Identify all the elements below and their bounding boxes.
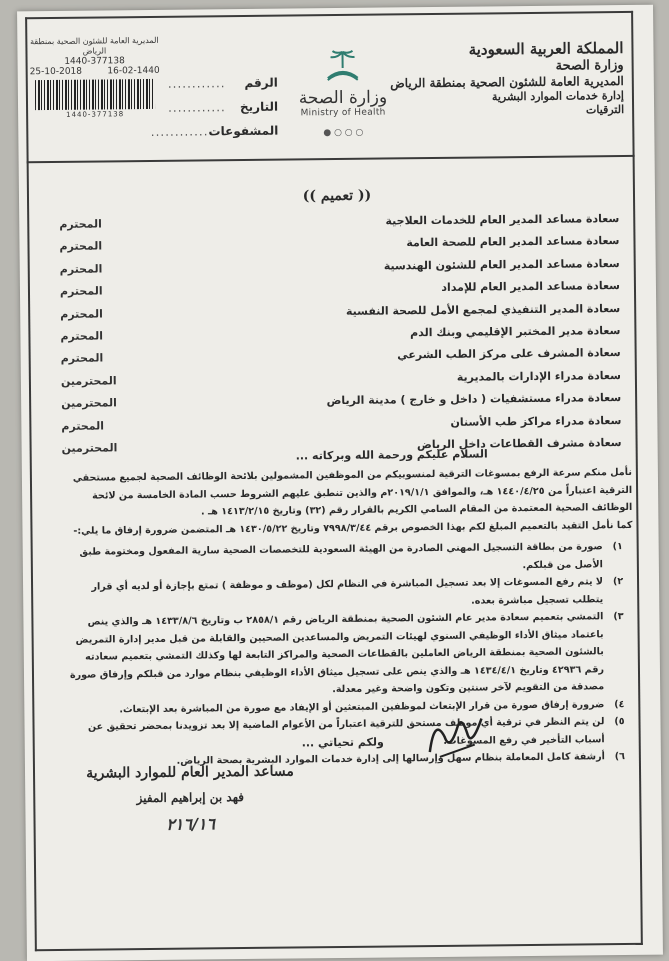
requirement-number: ٤) (614, 698, 625, 710)
logo-english-text: Ministry of Health (300, 107, 386, 119)
recipient-name: سعادة مدراء الإدارات بالمديرية (456, 368, 621, 384)
recipient-honorific: المحترمين (60, 374, 117, 388)
stamp-date-hijri: 16-02-1440 (107, 65, 160, 77)
body-paragraph-2: كما نأمل التقيد بالتعميم المبلغ لكم بهذا الخصوص برقم ٧٩٩٨/٣/٤٤ وتاريخ ١٤٣٠/٥/٢٢ هـ المتضمن ضرورة إرفاق ما يلي:- (73, 519, 633, 537)
recipient-honorific: المحترم (60, 307, 103, 321)
recipient-honorific: المحترم (60, 351, 104, 366)
letterhead (373, 39, 624, 119)
section-name: الترقيات (585, 102, 625, 117)
date-blank: ............ (167, 100, 226, 115)
recipient-honorific: المحترمين (61, 396, 117, 411)
barcode (35, 79, 155, 110)
requirement-text: أرشفة كامل المعاملة بنظام سهل وإرسالها إلى إدارة خدمات الموارد البشرية بصحة الرياض. (176, 751, 605, 767)
recipient-honorific: المحترم (59, 284, 103, 299)
directorate-name: المديرية العامة للشئون الصحية بمنطقة الرياض (390, 74, 624, 91)
requirement-number: ١) (612, 541, 623, 553)
recipient-name: سعادة مدراء مراكز طب الأسنان (450, 413, 622, 429)
recipient-name: سعادة مدير المختبر الإقليمي وبنك الدم (410, 324, 621, 340)
kingdom-name: المملكة العربية السعودية (468, 39, 624, 59)
signatory-title: مساعد المدير العام للموارد البشرية (86, 763, 294, 782)
ministry-logo (287, 47, 398, 138)
recipient-name: سعادة مساعد المدير العام للشئون الهندسية (383, 256, 620, 273)
recipient-name: سعادة المشرف على مركز الطب الشرعي (397, 346, 621, 362)
greeting: السلام عليكم ورحمة الله وبركاته ... (295, 447, 488, 463)
requirement-number: ٣) (613, 611, 624, 623)
recipient-name: سعادة مدراء مستشفيات ( داخل و خارج ) مدينة الرياض (326, 391, 622, 408)
recipient-honorific: المحترم (59, 217, 102, 231)
date-label: التاريخ (239, 99, 279, 115)
circular-document (17, 5, 663, 961)
handwritten-note: ٢١٦/١٦ (166, 814, 216, 834)
attachments-blank: ............ (150, 124, 209, 139)
closing-line: ولكم تحياتي ... (301, 735, 384, 750)
recipient-honorific: المحترم (60, 329, 104, 343)
barcode-number: 1440-377138 (66, 110, 125, 119)
handwritten-initial (419, 706, 490, 767)
recipient-honorific: المحترم (59, 262, 103, 276)
palm-swords-emblem-icon (319, 48, 365, 84)
logo-dots: ● ○ ○ ○ (323, 127, 364, 139)
requirement-item (63, 573, 633, 614)
recipient-honorific: المحترم (59, 239, 103, 254)
requirement-text: ضرورة إرفاق صورة من قرار الإبتعاث لموظفين المبتعثين أو الإيفاد مع صورة من المباشرة بعد الإبتعاث. (119, 698, 605, 715)
requirement-item (63, 608, 634, 701)
requirement-number: ٦) (614, 751, 626, 763)
recipient-name: سعادة مساعد المدير العام للخدمات العلاجية (385, 212, 620, 228)
recipient-name: سعادة مشرف القطاعات داخل الرياض (416, 436, 622, 452)
requirement-text: التمشي بتعميم سعادة مدير عام الشئون الصحية بمنطقة الرياض رقم ٢٨٥٨/١ ب وتاريخ ١٤٣٣/٨/٦ هـ والذي ينص باعتماد ميثاق الأداء الوظيفي السنوي لهيئات التمريض والمساعدين الصحيين والقابلة من قبل مدير إدارة التمريض بالشئون الصحية بمنطقة الرياض العاملين بالقطاعات الصحية والمراكز التابعة لها وكذلك التمشي بتعميم سعادته رقم ٤٢٩٣٦ وتاريخ ١٤٣٤/٤/١ هـ والذي ينص على تسجيل ميثاق الأداء الوظيفي بنظام موارد من قبلكم وإرفاق صورة مصدقة من التقويم لآخر سنتين وتكون واضحة وغير معدلة. (69, 611, 605, 696)
letter-body (62, 464, 635, 771)
reference-fields (150, 71, 279, 144)
recipient-list (59, 208, 622, 463)
requirement-item (63, 538, 633, 579)
department-name: إدارة خدمات الموارد البشرية (491, 89, 625, 104)
requirement-text: لن يتم النظر في ترقية أي موظف مستحق للترقية اعتباراً من الأعوام الماضية إلا بعد تزويدنا بمحضر تحقيق عن أسباب التأخير في رفع المسوغات. (87, 716, 605, 747)
number-label: الرقم (244, 75, 278, 90)
recipient-honorific: المحترمين (61, 441, 118, 455)
stamp-date-greg: 25-10-2018 (29, 66, 83, 78)
recipient-name: سعادة مساعد المدير العام للإمداد (441, 279, 621, 295)
requirement-text: صورة من بطاقة التسجيل المهني الصادرة من الهيئة السعودية للتخصصات الصحية سارية المفعول ومختومة طبق الأصل من قبلكم. (79, 541, 603, 571)
signature-block (65, 763, 316, 835)
recipient-name: سعادة مساعد المدير العام للصحة العامة (406, 234, 620, 250)
signatory-name: فهد بن إبراهيم المفيز (136, 790, 245, 806)
number-blank: ............ (167, 76, 226, 91)
logo-arabic-text: وزارة الصحة (298, 87, 388, 109)
requirement-text: لا يتم رفع المسوغات إلا بعد تسجيل المباشرة في النظام لكل (موظف و موظفة ) تمتع بإجازة أو لديه أي قرار يتطلب تسجيل مباشرة بعده. (91, 576, 604, 607)
incoming-stamp (29, 36, 160, 120)
recipient-name: سعادة المدير التنفيذي لمجمع الأمل للصحة النفسية (345, 301, 621, 318)
stamp-ref: 1440-377138 (64, 56, 125, 67)
ministry-name: وزارة الصحة (555, 57, 624, 74)
stamp-org: المديرية العامة للشئون الصحية بمنطقة الرياض (30, 35, 159, 56)
requirement-number: ٢) (612, 576, 624, 588)
body-paragraph-1: نأمل منكم سرعة الرفع بمسوغات الترقية لمنسوبيكم من الموظفين المشمولين بلائحة الوظائف الصحية لجميع مستحقي الترقية اعتباراً من ١٤٤٠/٤/٢٥ هـ، والموافق ٢٠١٩/١/١م والذين تنطبق عليهم الشروط حسب المادة الخامسة من لائحة الوظائف الصحية المعتمدة من المقام السامي الكريم بالقرار رقم (٣٢) وتاريخ ١٤١٣/٢/١٥ هـ . (72, 466, 633, 518)
requirement-number: ٥) (614, 716, 625, 728)
recipient-honorific: المحترم (61, 419, 105, 433)
document-title: (( تعميم )) (302, 187, 372, 205)
attachments-label: المشفوعات (208, 123, 279, 139)
